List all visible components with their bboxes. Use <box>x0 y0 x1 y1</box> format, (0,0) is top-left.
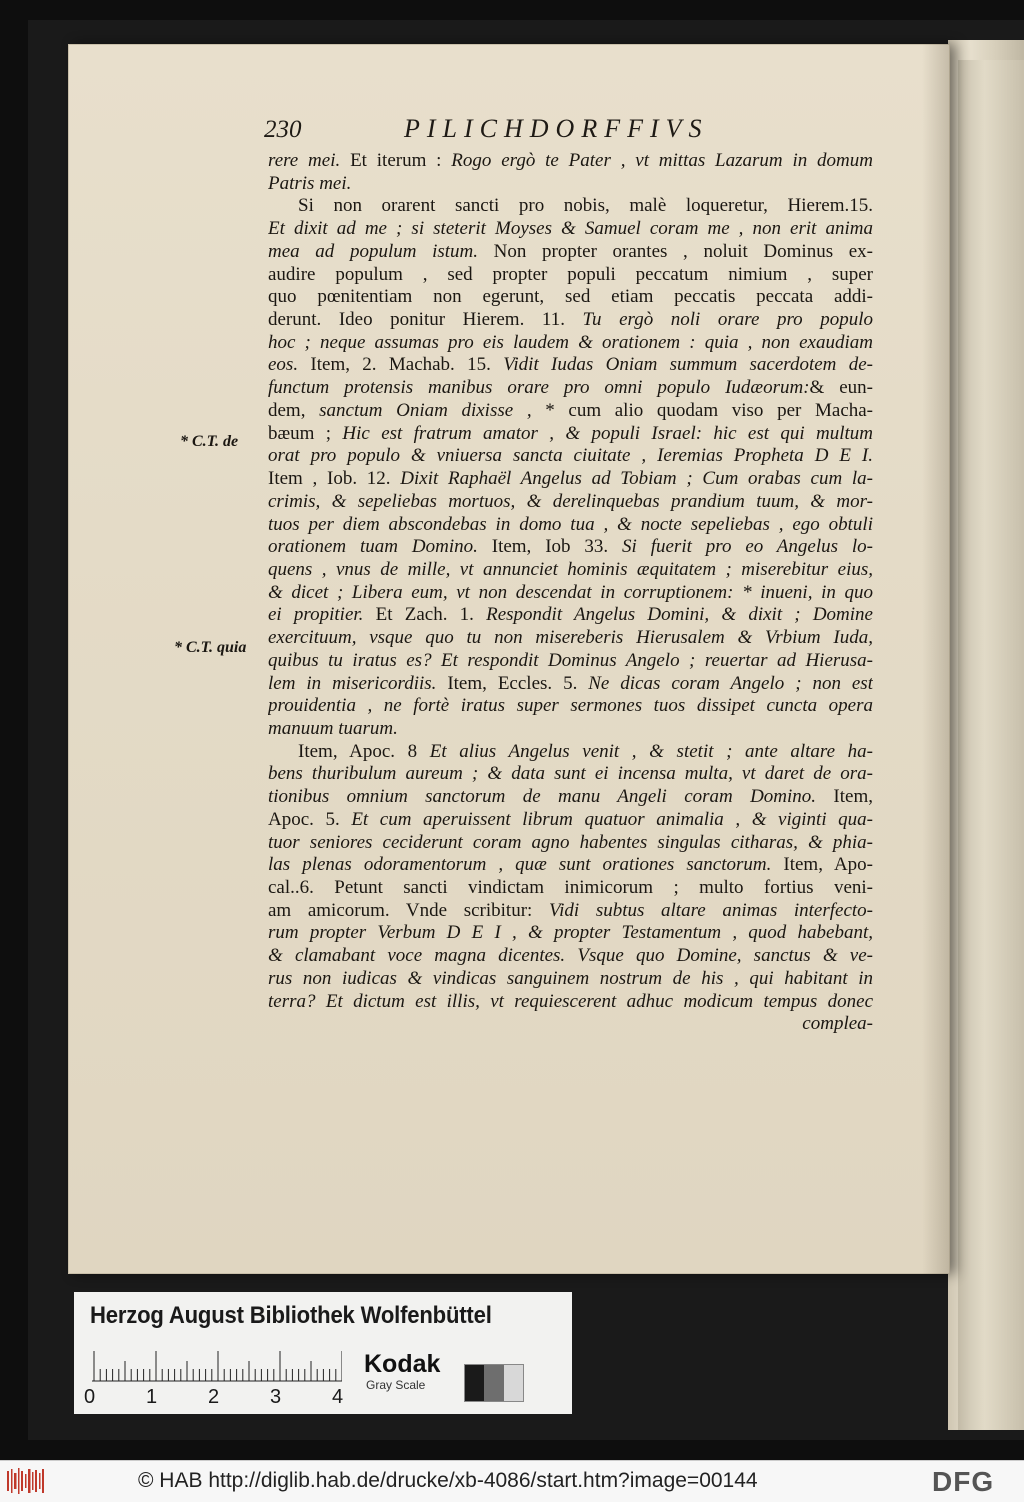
italic-segment: Vidit Iudas Oniam summum sacerdotem de- <box>503 354 873 376</box>
text-line <box>268 1013 873 1036</box>
roman-segment: Apoc. 5. <box>268 808 352 830</box>
roman-segment: quo pœnitentiam non egerunt, sed etiam peccatis peccata addi- <box>268 286 873 308</box>
text-line <box>268 854 873 877</box>
italic-segment: hoc ; neque assumas pro eis laudem & orationem : quia , non exaudiam <box>268 331 873 353</box>
italic-segment: Patris mei. <box>268 172 352 194</box>
roman-segment: & eun- <box>809 377 873 399</box>
text-line <box>268 286 873 309</box>
text-line <box>268 945 873 968</box>
italic-segment: rus non iudicas & vindicas sanguinem nostrum de his , qui habitant in <box>268 967 873 989</box>
ruler-number: 3 <box>270 1386 282 1408</box>
gray-swatch <box>504 1365 523 1401</box>
footer-bar <box>0 1460 1024 1502</box>
text-line <box>268 968 873 991</box>
italic-segment: orat pro populo & vniuersa sancta ciuitate , Ieremias Propheta D E I. <box>268 445 873 467</box>
italic-segment: lem in misericordiis. <box>268 672 437 694</box>
italic-segment: Et alius Angelus venit , & stetit ; ante altare ha- <box>429 740 873 762</box>
roman-segment: Item, 2. Machab. 15. <box>298 354 504 376</box>
body-text <box>268 150 873 1036</box>
text-line <box>268 786 873 809</box>
italic-segment: terra? Et dictum est illis, vt requiescerent adhuc modicum tempus donec <box>268 990 873 1012</box>
italic-segment: Si fuerit pro eo Angelus lo- <box>622 536 873 558</box>
italic-segment: orationem tuam Domino. <box>268 536 478 558</box>
italic-segment: Ne dicas coram Angelo ; non est <box>588 672 873 694</box>
text-line <box>268 468 873 491</box>
text-line <box>268 445 873 468</box>
text-line <box>268 604 873 627</box>
text-line <box>268 627 873 650</box>
running-head: PILICHDORFFIVS <box>404 114 709 143</box>
text-line <box>268 264 873 287</box>
text-line <box>268 695 873 718</box>
text-line <box>268 491 873 514</box>
text-line <box>268 650 873 673</box>
italic-segment: rum propter Verbum D E I , & propter Testamentum , quod habebant, <box>268 922 873 944</box>
italic-segment: crimis, & sepeliebas mortuos, & derelinquebas prandium tuum, & mor- <box>268 490 873 512</box>
text-line <box>268 377 873 400</box>
text-line <box>268 718 873 741</box>
kodak-brand: Kodak <box>364 1350 441 1378</box>
italic-segment: Tu ergò noli orare pro populo <box>582 309 873 331</box>
page-gutter-shadow <box>922 44 950 1274</box>
italic-segment: eos. <box>268 354 299 376</box>
dfg-logo: DFG <box>932 1466 995 1497</box>
footer-copyright-url[interactable]: © HAB http://diglib.hab.de/drucke/xb-4086/start.htm?image=00144 <box>138 1469 758 1492</box>
ruler-number: 1 <box>146 1386 158 1408</box>
ruler-number: 4 <box>332 1386 344 1408</box>
italic-segment: functum protensis manibus orare pro omni populo Iudæorum: <box>268 377 810 399</box>
roman-segment: dem, <box>268 399 320 421</box>
italic-segment: bens thuribulum aureum ; & data sunt ei incensa multa, vt daret de ora- <box>268 763 873 785</box>
text-line <box>268 741 873 764</box>
italic-segment: quens , vnus de mille, vt annunciet hominis æquitatem ; miserebitur eius, <box>268 558 873 580</box>
roman-segment: Et Zach. 1. <box>363 604 487 626</box>
text-line <box>268 809 873 832</box>
library-name: Herzog August Bibliothek Wolfenbüttel <box>90 1302 492 1329</box>
italic-segment: & dicet ; Libera eum, vt non descendat in corruptionem: * inueni, in quo <box>268 581 873 603</box>
roman-segment: Non propter orantes , noluit Dominus ex- <box>478 240 873 262</box>
ruler-number: 0 <box>84 1386 96 1408</box>
italic-segment: Et cum aperuissent librum quatuor animalia , & viginti qua- <box>351 808 873 830</box>
roman-segment: Item, Iob 33. <box>477 536 623 558</box>
page-edges-stack-inner <box>958 60 1024 1430</box>
roman-segment: bæum ; <box>268 422 343 444</box>
roman-segment: Item, <box>816 786 873 808</box>
text-line <box>268 832 873 855</box>
ruler-number: 2 <box>208 1386 220 1408</box>
text-line <box>268 991 873 1014</box>
roman-segment: * cum alio quodam viso per Macha- <box>531 399 873 421</box>
roman-segment: audire populum , sed propter populi peccatum nimium , super <box>268 263 873 285</box>
italic-segment: tuos per diem abscondebas in domo tua , & nocte sepeliebas , ego obtuli <box>268 513 873 535</box>
text-line <box>268 173 873 196</box>
italic-segment: Vidi subtus altare animas interfecto- <box>548 899 873 921</box>
text-line <box>268 559 873 582</box>
roman-segment: am amicorum. Vnde scribitur: <box>268 899 549 921</box>
italic-segment: complea- <box>802 1013 873 1035</box>
italic-segment: Hic est fratrum amator , & populi Israel: hic est qui multum <box>342 422 873 444</box>
italic-segment: mea ad populum istum. <box>268 240 479 262</box>
gray-swatch <box>484 1365 503 1401</box>
text-line <box>268 400 873 423</box>
text-line <box>268 218 873 241</box>
text-line <box>268 150 873 173</box>
italic-segment: prouidentia , ne fortè iratus super sermones tuos dissipet cuncta opera <box>268 695 873 717</box>
roman-segment: Si non orarent sancti pro nobis, malè loqueretur, Hierem.15. <box>298 195 873 217</box>
margin-note: * C.T. quia <box>174 639 247 656</box>
italic-segment: & clamabant voce magna dicentes. Vsque quo Domine, sanctus & ve- <box>268 945 873 967</box>
italic-segment: tionibus omnium sanctorum de manu Angeli coram Domino. <box>268 786 817 808</box>
text-line <box>268 673 873 696</box>
italic-segment: quibus tu iratus es? Et respondit Dominus Angelo ; reuertar ad Hierusa- <box>268 649 873 671</box>
roman-segment: cal..6. Petunt sancti vindictam inimicorum ; multo fortius veni- <box>268 877 873 898</box>
color-calibration-card <box>74 1292 572 1414</box>
text-line <box>268 763 873 786</box>
roman-segment: Item, Eccles. 5. <box>436 672 589 694</box>
page-number: 230 <box>264 116 302 143</box>
hab-barcode-logo-icon <box>6 1467 46 1495</box>
italic-segment: tuor seniores ceciderunt coram agno habentes singulas citharas, & phia- <box>268 831 873 853</box>
text-line <box>268 900 873 923</box>
margin-note: * C.T. de <box>180 433 239 450</box>
italic-segment: exercituum, vsque quo tu non misereberis Hierusalem & Vrbium Iuda, <box>268 627 873 649</box>
italic-segment: Dixit Raphaël Angelus ad Tobiam ; Cum orabas cum la- <box>400 468 873 490</box>
italic-segment: las plenas odoramentorum , quæ sunt orationes sanctorum. <box>268 854 772 876</box>
italic-segment: Et dixit ad me ; si steterit Moyses & Samuel coram me , non erit anima <box>268 218 873 240</box>
roman-segment: Item , Iob. 12. <box>268 468 401 490</box>
roman-segment: derunt. Ideo ponitur Hierem. 11. <box>268 309 583 331</box>
text-line <box>268 877 873 900</box>
roman-segment: Et iterum : <box>340 150 452 171</box>
text-line <box>268 332 873 355</box>
italic-segment: ei propitier. <box>268 604 364 626</box>
italic-segment: manuum tuarum. <box>268 717 398 739</box>
text-line <box>268 309 873 332</box>
roman-segment: Item, Apoc. 8 <box>298 740 430 762</box>
text-line <box>268 536 873 559</box>
italic-segment: rere mei. <box>268 150 341 171</box>
book-page <box>68 44 950 1274</box>
ruler-scale <box>92 1348 342 1382</box>
italic-segment: Respondit Angelus Domini, & dixit ; Domine <box>486 604 873 626</box>
gray-scale-label: Gray Scale <box>366 1378 426 1392</box>
italic-segment: sanctum Oniam dixisse , <box>319 399 532 421</box>
text-line <box>268 195 873 218</box>
text-line <box>268 354 873 377</box>
text-line <box>268 241 873 264</box>
text-line <box>268 514 873 537</box>
text-line <box>268 423 873 446</box>
gray-swatch <box>465 1365 484 1401</box>
italic-segment: Rogo ergò te Pater , vt mittas Lazarum in domum <box>451 150 873 171</box>
gray-swatches <box>464 1364 524 1402</box>
roman-segment: Item, Apo- <box>771 854 873 876</box>
text-line <box>268 922 873 945</box>
text-line <box>268 582 873 605</box>
